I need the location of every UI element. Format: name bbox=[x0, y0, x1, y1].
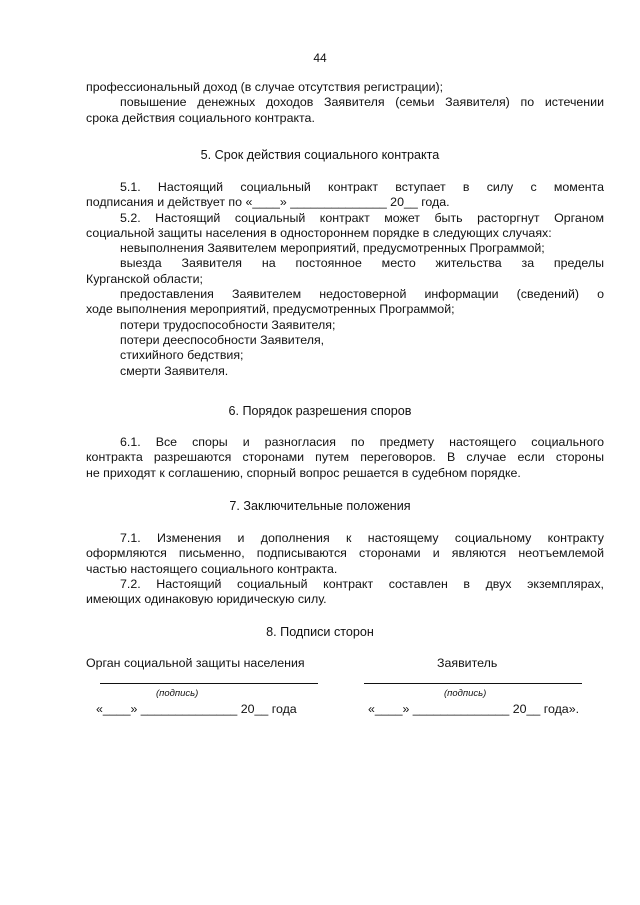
list-item: потери дееспособности Заявителя, bbox=[120, 332, 325, 347]
section-6-title: 6. Порядок разрешения споров bbox=[228, 404, 412, 418]
text-line: не приходят к соглашению, спорный вопрос решается в судебном порядке. bbox=[86, 465, 521, 480]
section-5-title: 5. Срок действия социального контракта bbox=[200, 148, 440, 162]
text-line: 7.2. Настоящий социальный контракт составлен в двух экземплярах, bbox=[120, 576, 604, 591]
text-line: частью настоящего социального контракта. bbox=[86, 561, 338, 576]
text-line: срока действия социального контракта. bbox=[86, 110, 315, 125]
page-number: 44 bbox=[313, 51, 327, 65]
text-line: 5.1. Настоящий социальный контракт вступает в силу с момента bbox=[120, 180, 604, 194]
left-signature-line bbox=[100, 683, 318, 684]
text-line: 6.1. Все споры и разногласия по предмету настоящего социального bbox=[120, 435, 604, 449]
section-5-body bbox=[86, 180, 604, 379]
right-signature-caption: (подпись) bbox=[444, 688, 487, 699]
text-line: социальной защиты населения в одностороннем порядке в следующих случаях: bbox=[86, 225, 552, 240]
section-7-body bbox=[86, 531, 604, 607]
text-line: 5.2. Настоящий социальный контракт может быть расторгнут Органом bbox=[120, 210, 604, 225]
right-signature-line bbox=[364, 683, 582, 684]
text-line: Курганской области; bbox=[86, 271, 203, 286]
list-item: стихийного бедствия; bbox=[120, 348, 244, 363]
intro-block bbox=[86, 80, 604, 126]
list-item: смерти Заявителя. bbox=[120, 363, 229, 378]
text-line: имеющих одинаковую юридическую силу. bbox=[86, 592, 327, 607]
left-date-line: «____» ______________ 20__ года bbox=[96, 702, 297, 716]
text-line: подписания и действует по «____» ______________ 20__ года. bbox=[86, 195, 450, 210]
section-8-title: 8. Подписи сторон bbox=[266, 625, 374, 639]
text-line: ходе выполнения мероприятий, предусмотренных Программой; bbox=[86, 302, 455, 317]
right-party-label: Заявитель bbox=[437, 656, 498, 670]
section-7-title: 7. Заключительные положения bbox=[229, 499, 411, 513]
text-line: повышение денежных доходов Заявителя (семьи Заявителя) по истечении bbox=[120, 95, 604, 110]
section-6-body bbox=[86, 435, 604, 481]
list-item: предоставления Заявителем недостоверной информации (сведений) о bbox=[120, 287, 604, 302]
text-line: контракта разрешаются сторонами путем переговоров. В случае если стороны bbox=[86, 450, 604, 465]
left-party-label: Орган социальной защиты населения bbox=[86, 656, 305, 670]
list-item: невыполнения Заявителем мероприятий, предусмотренных Программой; bbox=[120, 241, 545, 256]
list-item: потери трудоспособности Заявителя; bbox=[120, 317, 336, 332]
text-line: оформляются письменно, подписываются сторонами и являются неотъемлемой bbox=[86, 546, 604, 561]
text-line: профессиональный доход (в случае отсутствия регистрации); bbox=[86, 80, 444, 94]
right-date-line: «____» ______________ 20__ года». bbox=[368, 702, 580, 716]
list-item: выезда Заявителя на постоянное место жительства за пределы bbox=[120, 256, 604, 271]
text-line: 7.1. Изменения и дополнения к настоящему социальному контракту bbox=[120, 531, 604, 545]
left-signature-caption: (подпись) bbox=[156, 688, 199, 699]
